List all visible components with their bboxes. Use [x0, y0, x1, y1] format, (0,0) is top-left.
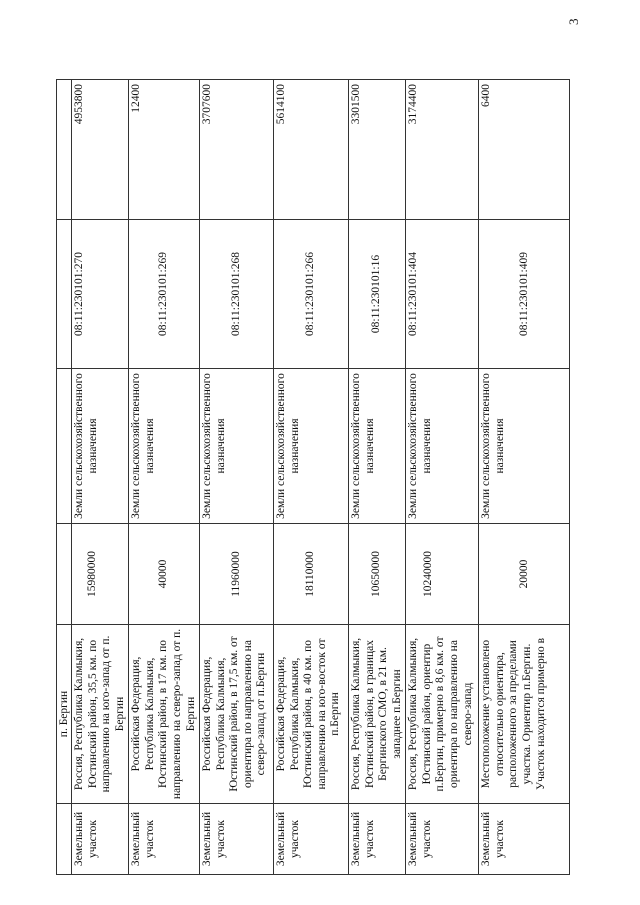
table-cell-category: Земли сельскохозяйственного назначения [72, 369, 129, 524]
table-cell-location: Российская Федерация, Республика Калмыкия, Юстинский район, в 40 км. по направлению на юго-восток от п.Бергин [274, 625, 349, 804]
table-cell-value [349, 80, 406, 220]
table-row-continuation [57, 80, 72, 875]
cadastral-value: 4953800 [73, 84, 85, 125]
cadastral-value: 3301500 [350, 84, 363, 125]
area-value: 10240000 [422, 551, 435, 597]
cadastral-value: 3174400 [407, 84, 420, 125]
table-cell-kind: Земельный участок [406, 804, 479, 875]
table-cell-area [349, 524, 406, 625]
table-cell-kind: Земельный участок [479, 804, 570, 875]
table-cell-location: Местоположение установлено относительно ориентира, расположенного за пределами участка. Ориентир п.Бергин. Участок находится примерно в [479, 625, 570, 804]
table-cell-value [479, 80, 570, 220]
table-row [129, 80, 200, 875]
table-cell-value [406, 80, 479, 220]
table-cell [57, 80, 72, 220]
table-cell-category: Земли сельскохозяйственного назначения [129, 369, 200, 524]
area-value: 20000 [517, 559, 530, 589]
table-cell-location: Россия, Республика Калмыкия, Юстинский район, в границах Бергинского СМО, в 21 км. западнее п.Бергин [349, 625, 406, 804]
table-cell-kind: Земельный участок [129, 804, 200, 875]
table-cell [57, 369, 72, 524]
table-cell-area [406, 524, 479, 625]
table-cell-category: Земли сельскохозяйственного назначения [274, 369, 349, 524]
page-number: 3 [566, 18, 581, 25]
table-cell-area [129, 524, 200, 625]
table-cell-location: Российская Федерация, Республика Калмыкия, Юстинский район, в 17,5 км. от ориентира по направлению на северо-запад от п.Бергин [200, 625, 274, 804]
table-cell-cadastral: 08:11:230101:268 [200, 220, 274, 369]
land-plots-table [56, 79, 570, 875]
table-cell-category: Земли сельскохозяйственного назначения [200, 369, 274, 524]
table-cell-location: Российская Федерация, Республика Калмыкия, Юстинский район, в 17 км. по направлению на северо-запад от п. Бергин [129, 625, 200, 804]
table-cell-kind: Земельный участок [72, 804, 129, 875]
table-cell [57, 220, 72, 369]
table-cell-value [129, 80, 200, 220]
table-cell-area [274, 524, 349, 625]
table-cell [57, 804, 72, 875]
area-value: 10650000 [370, 551, 383, 597]
table-cell-area [200, 524, 274, 625]
table-cell [57, 524, 72, 625]
table-cell-cadastral: 08:11:230101:404 [406, 220, 479, 369]
table-cell-cadastral: 08:11:230101:269 [129, 220, 200, 369]
table-cell-location: п. Бергин [57, 625, 72, 804]
table-cell-value [200, 80, 274, 220]
table-cell-cadastral: 08:11:230101:409 [479, 220, 570, 369]
table-cell-cadastral: 08:11:230101:16 [349, 220, 406, 369]
area-value: 11960000 [229, 551, 242, 597]
cadastral-value: 12400 [130, 84, 143, 113]
table-cell-location: Россия, Республика Калмыкия, Юстинский район, 35,5 км. по направлению на юго-запад от п. Бергин [72, 625, 129, 804]
table-cell-kind: Земельный участок [349, 804, 406, 875]
area-value: 15980000 [86, 551, 99, 597]
table-cell-area [72, 524, 129, 625]
table-row [200, 80, 274, 875]
area-value: 18110000 [304, 551, 317, 597]
table-row [274, 80, 349, 875]
area-value: 40000 [157, 559, 170, 589]
table-cell-category: Земли сельскохозяйственного назначения [406, 369, 479, 524]
table-cell-area [479, 524, 570, 625]
table-cell-kind: Земельный участок [274, 804, 349, 875]
table-cell-cadastral: 08:11:230101:270 [72, 220, 129, 369]
table-row [479, 80, 570, 875]
cadastral-value: 3707600 [201, 84, 214, 125]
table-cell-cadastral: 08:11:230101:266 [274, 220, 349, 369]
table-row [406, 80, 479, 875]
table-row [72, 80, 129, 875]
table-cell-value [274, 80, 349, 220]
table-cell-category: Земли сельскохозяйственного назначения [349, 369, 406, 524]
table-cell-location: Россия, Республика Калмыкия, Юстинский район, ориентир п.Бергин, примерно в 8,6 км. от ориентира по направлению на северо-запад [406, 625, 479, 804]
table-cell-kind: Земельный участок [200, 804, 274, 875]
cadastral-value: 6400 [480, 84, 493, 107]
table-cell-value [72, 80, 129, 220]
table-row [349, 80, 406, 875]
table-cell-category: Земли сельскохозяйственного назначения [479, 369, 570, 524]
cadastral-value: 5614100 [275, 84, 288, 125]
